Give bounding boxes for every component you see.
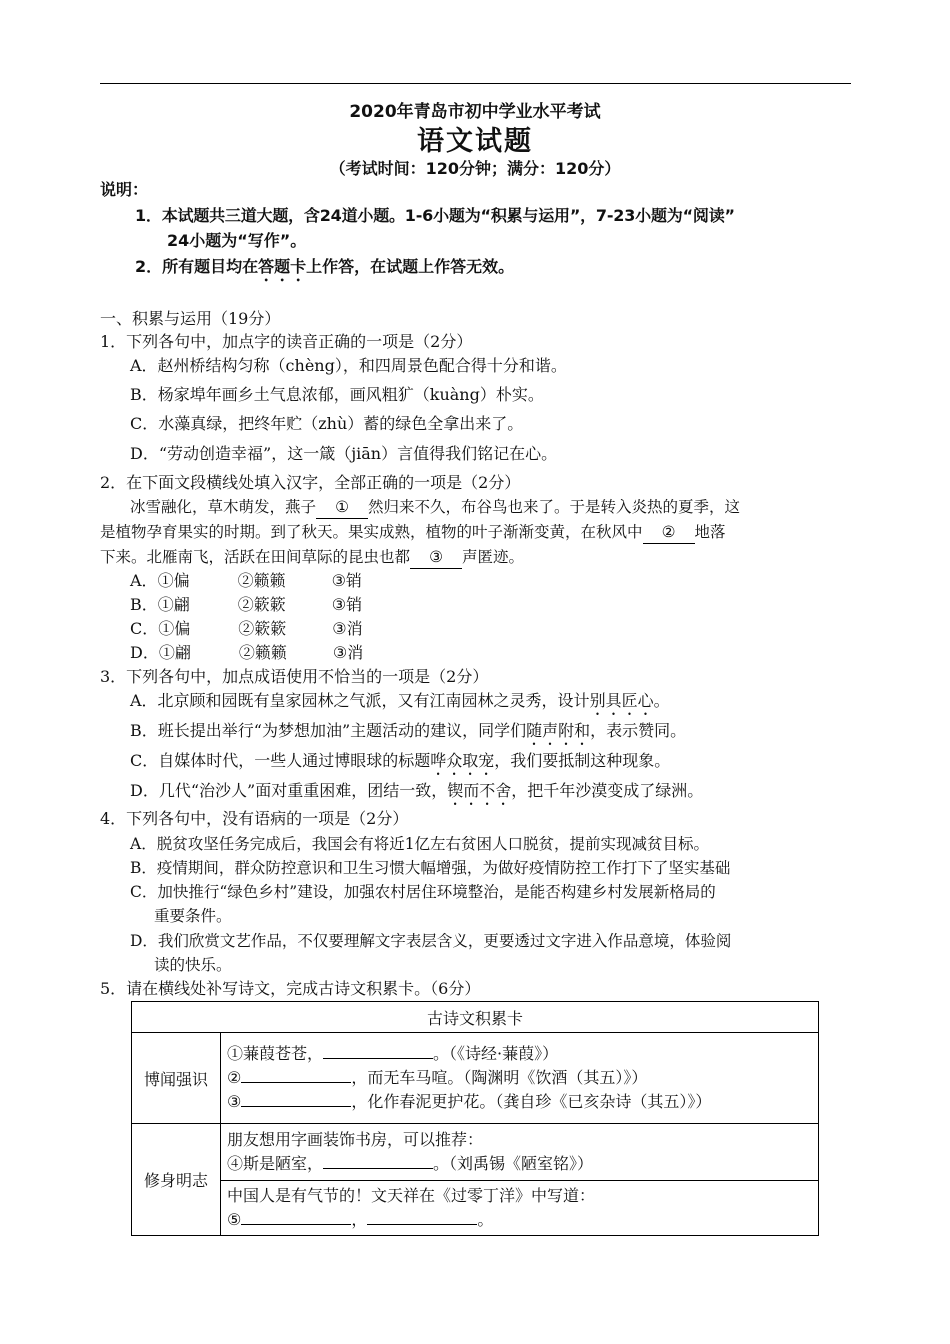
q3-text: A．北京顾和园既有皇家园林之气派，又有江南园林之灵秀，设计 bbox=[130, 691, 590, 710]
q3-option-a bbox=[130, 690, 670, 719]
q3-text: B．班长提出举行“为梦想加油”主题活动的建议，同学们 bbox=[130, 721, 527, 740]
q5-stem: 5．请在横线处补写诗文，完成古诗文积累卡。（6分） bbox=[100, 979, 481, 998]
poem-source: 。（刘禹锡《陋室铭》） bbox=[433, 1154, 594, 1173]
section1-title: 一、积累与运用（19分） bbox=[100, 309, 281, 328]
q2-blank-1: ① bbox=[316, 496, 368, 519]
q3-dotted-idiom: 哗众取宠 bbox=[430, 751, 495, 770]
option-letter: B． bbox=[130, 595, 158, 614]
poem-text: ④斯是陋室， bbox=[227, 1154, 324, 1173]
q2-text: 然归来不久，布谷鸟也来了。于是转入炎热的夏季，这 bbox=[368, 498, 741, 516]
answer-blank-1 bbox=[323, 1042, 433, 1059]
instruction-2-emph: 答题卡 bbox=[258, 257, 307, 276]
q2-text: 是植物孕育果实的时期。到了秋天。果实成熟，植物的叶子渐渐变黄，在秋风中 bbox=[100, 523, 643, 541]
answer-blank-4 bbox=[323, 1152, 433, 1169]
q4-option-d-cont: 读的快乐。 bbox=[154, 956, 232, 974]
poem-source: ，化作春泥更护花。（龚自珍《已亥杂诗（其五）》） bbox=[351, 1092, 712, 1111]
poem-row-1 bbox=[227, 1042, 818, 1066]
poem-text: ⑤ bbox=[227, 1210, 242, 1229]
q3-dotted-idiom: 随声附和 bbox=[526, 721, 591, 740]
q2-passage-line3 bbox=[100, 546, 524, 569]
option-choice: ③销 bbox=[331, 595, 363, 614]
q3-text: D．几代“治沙人”面对重重困难，团结一致， bbox=[130, 781, 448, 800]
option-choice: ①偏 bbox=[157, 571, 190, 590]
q3-text: ，我们要抵制这种现象。 bbox=[494, 751, 671, 770]
instruction-1: 1．本试题共三道大题，含24道小题。1-6小题为“积累与运用”，7-23小题为“阅读” bbox=[135, 206, 735, 225]
poem-text: 。 bbox=[477, 1210, 494, 1229]
poem-row-3 bbox=[227, 1090, 818, 1114]
poem-intro-4: 朋友想用字画装饰书房，可以推荐： bbox=[227, 1130, 484, 1149]
q2-option-b bbox=[130, 594, 362, 616]
self-cultivation-cell-2 bbox=[221, 1181, 819, 1236]
poem-row-4 bbox=[227, 1152, 818, 1176]
q2-option-d bbox=[130, 642, 363, 664]
instruction-2-a: 2．所有题目均在 bbox=[135, 257, 259, 276]
q4-option-b: B．疫情期间，群众防控意识和卫生习惯大幅增强，为做好疫情防控工作打下了坚实基础 bbox=[130, 859, 731, 877]
answer-blank-5b bbox=[367, 1208, 477, 1225]
option-choice: ①翩 bbox=[158, 643, 191, 662]
q4-option-d: D．我们欣赏文艺作品，不仅要理解文字表层含义，更要透过文字进入作品意境，体验阅 bbox=[130, 932, 732, 950]
option-choice: ②簌簌 bbox=[237, 595, 286, 614]
q3-dotted-idiom: 别具匠心 bbox=[589, 691, 654, 710]
q4-option-c-cont: 重要条件。 bbox=[154, 907, 232, 925]
option-choice: ②簌簌 bbox=[238, 619, 287, 638]
category-erudition: 博闻强识 bbox=[132, 1033, 221, 1124]
poem-intro-5: 中国人是有气节的！文天祥在《过零丁洋》中写道： bbox=[227, 1186, 596, 1205]
q2-blank-3: ③ bbox=[410, 546, 462, 569]
answer-blank-2 bbox=[241, 1066, 351, 1083]
self-cultivation-cell-1 bbox=[221, 1124, 819, 1181]
poem-text: ， bbox=[351, 1210, 368, 1229]
q2-text: 声匿迹。 bbox=[462, 548, 525, 566]
option-choice: ①翩 bbox=[157, 595, 190, 614]
option-letter: D． bbox=[130, 643, 159, 662]
q4-stem: 4．下列各句中，没有语病的一项是（2分） bbox=[100, 809, 409, 828]
q3-option-b bbox=[130, 720, 686, 749]
q2-option-a bbox=[130, 570, 362, 592]
option-choice: ③销 bbox=[331, 571, 362, 590]
instructions-label: 说明： bbox=[100, 180, 149, 199]
instruction-2-c: 上作答，在试题上作答无效。 bbox=[306, 257, 515, 276]
q2-text: 冰雪融化，草木萌发，燕子 bbox=[130, 498, 317, 516]
q3-dotted-idiom: 锲而不舍 bbox=[447, 781, 512, 800]
poem-text: ③ bbox=[227, 1092, 242, 1111]
q4-option-c: C．加快推行“绿色乡村”建设，加强农村居住环境整治，是能否构建乡村发展新格局的 bbox=[130, 883, 716, 901]
q3-text: 。 bbox=[653, 691, 670, 710]
poetry-card-table bbox=[131, 1001, 819, 1236]
q3-option-c bbox=[130, 750, 670, 779]
q3-text: ，把千年沙漠变成了绿洲。 bbox=[511, 781, 704, 800]
q2-blank-2: ② bbox=[643, 521, 695, 544]
option-letter: C． bbox=[130, 619, 159, 638]
option-choice: ①偏 bbox=[158, 619, 191, 638]
q1-option-d: D．“劳动创造幸福”，这一箴（jiān）言值得我们铭记在心。 bbox=[130, 444, 558, 463]
option-choice: ②籁籁 bbox=[237, 571, 286, 590]
q3-text: C．自媒体时代，一些人通过博眼球的标题 bbox=[130, 751, 431, 770]
category-self-cultivation: 修身明志 bbox=[132, 1124, 221, 1236]
poem-text: ①蒹葭苍苍， bbox=[227, 1044, 324, 1063]
q3-option-d bbox=[130, 780, 703, 809]
q2-passage-line2 bbox=[100, 521, 726, 544]
top-rule bbox=[100, 83, 851, 84]
instruction-1-cont: 24小题为“写作”。 bbox=[167, 231, 307, 250]
poem-text: ② bbox=[227, 1068, 242, 1087]
erudition-cell bbox=[221, 1033, 819, 1124]
q1-option-b: B．杨家埠年画乡土气息浓郁，画风粗犷（kuàng）朴实。 bbox=[130, 385, 544, 404]
q2-text: 地落 bbox=[694, 523, 726, 541]
subject-title: 语文试题 bbox=[417, 126, 533, 157]
option-letter: A． bbox=[130, 571, 158, 590]
q3-stem: 3．下列各句中，加点成语使用不恰当的一项是（2分） bbox=[100, 667, 489, 686]
q2-option-c bbox=[130, 618, 363, 640]
poem-source: 。（《诗经·蒹葭》） bbox=[433, 1044, 559, 1063]
poem-source: ，而无车马喧。（陶渊明《饮酒（其五）》） bbox=[351, 1068, 648, 1087]
option-choice: ③消 bbox=[332, 619, 363, 638]
q4-option-a: A．脱贫攻坚任务完成后，我国会有将近1亿左右贫困人口脱贫，提前实现减贫目标。 bbox=[130, 835, 710, 853]
exam-info: （考试时间：120分钟；满分：120分） bbox=[329, 159, 621, 178]
option-choice: ②籁籁 bbox=[238, 643, 287, 662]
exam-name: 2020年青岛市初中学业水平考试 bbox=[349, 102, 601, 122]
instruction-2 bbox=[135, 256, 514, 285]
option-choice: ③消 bbox=[332, 643, 364, 662]
poem-row-5 bbox=[227, 1208, 818, 1232]
poem-row-2 bbox=[227, 1066, 818, 1090]
q2-text: 下来。北雁南飞，活跃在田间草际的昆虫也都 bbox=[100, 548, 411, 566]
q3-text: ，表示赞同。 bbox=[590, 721, 687, 740]
q1-option-a: A．赵州桥结构匀称（chèng），和四周景色配合得十分和谐。 bbox=[130, 356, 567, 375]
q2-passage-line1 bbox=[130, 496, 740, 519]
answer-blank-5a bbox=[241, 1208, 351, 1225]
q2-stem: 2．在下面文段横线处填入汉字，全部正确的一项是（2分） bbox=[100, 473, 521, 492]
q1-option-c: C．水藻真绿，把终年贮（zhù）蓄的绿色全拿出来了。 bbox=[130, 414, 524, 433]
card-title: 古诗文积累卡 bbox=[132, 1002, 819, 1033]
q1-stem: 1．下列各句中，加点字的读音正确的一项是（2分） bbox=[100, 332, 473, 351]
answer-blank-3 bbox=[241, 1090, 351, 1107]
